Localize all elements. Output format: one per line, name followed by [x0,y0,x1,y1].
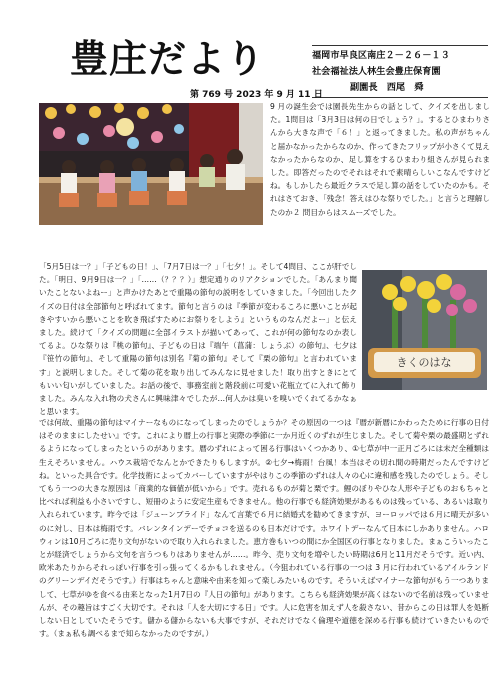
children-on-stage-photo [39,103,263,225]
paragraph-2: 「5月5日は一？」「子どもの日！」、「7月7日は一？」「七夕！」。そして4問目、ここが肝でした。「明日、9月9日は一？」「……（？？？）」想定通りのリアクションでした。「あんまり聞いたことないよねー」と声かけたあとで重陽の節句の説明をしていきました。「今回出したクイズの日付は全部節句と呼ばれてます。節句と言うのは『季節が変わるころに悪いことが起きやすいから悪いことを吹き飛ばすためにお祭りをしよう』というものなんだよー」と伝えました。続けて「クイズの問題に全部イラストが描いてあって、これが何の節句なのか表してるよ。ひな祭りは『桃の節句』、子どもの日は『端午（菖蒲：しょうぶ）の節句』、七夕は『笹竹の節句』、そして重陽の節句は別名『菊の節句』そして『栗の節句』と言われています」と説明しました。そして菊の花を取り出してみんなに見せました！取り出すときにとてもいい匂いがしていました。お話の後で、事務室前と階段前に可愛い花瓶立てに入れて飾りました。みんな入れ物の犬さんに興味津々でしたが…何人かは臭いを嗅いでくれてるかなぁと思います。 [39,262,357,417]
author: 副園長 西尾 舜 [350,82,424,93]
paragraph-1: 9 月の誕生会では園長先生からの話として、クイズを出しました。1問目は「3月3日は何の日でしょう？」。するとひまわりさんから大きな声で「６！」と返ってきました。私の声がちゃんと届かなかったからなのか、作ってきたフリップが小さくて見えなかったからなのか、足し算をするひまわり組さんが見られました。即答だったのでそれはそれで素晴らしいこなんですけどね。もしかしたら最近クラスで足し算の話をしていたのかも。それはさておき、「残念！答えはひな祭りでした。」と言うと理解したのか２ 問目からはスムーズでした。 [270,102,490,217]
newsletter-title: 豊庄だより [70,37,266,81]
divider [312,97,488,98]
issue-line: 第 769 号 2023 年 9 月 11 日 [190,90,323,100]
chrysanthemum-flowers-photo [362,270,487,390]
divider [312,45,488,46]
organization-name: 社会福祉法人林生会豊庄保育園 [312,66,441,77]
paragraph-3: では何故、重陽の節句はマイナーなものになってしまったのでしょうか？その原因の一つは『暦が新暦にかわったために行事の日付はそのままにしたせい』です。これにより暦上の行事と実際の季節に一か月近くのずれが生じました。そして菊や栗の最盛期とずれるようになってしまったというのがあります。暦のずれによって困る行事はいくつかあり、①七草が中一正月ごろには未だ全種類は生えそろいません。ハウス栽培でなんとかできたりもしますが。②七夕→梅雨！台風！本当はその切れ間の時期だったんですけどね。といった具合です。化学技術によってカバーしていますがやはりこの季節のずれは人々の心に違和感を残したのでしょう。そしてもう一つの大きな原因は「商業的な価値が低いから」です。売れるものが菊と栗です。鯉のぼりやひな人形や子どものおもちゃと比べれば利益も小さいですし、短冊のように安定生産もできません。他の行事でも経済効果があるものは残っている、あるいは取り入れられています。昨今では「ジューンブライド」なんて言葉で６月に結婚式を勧めてきますが、ヨーロッパでは６月に晴天が多いのに対し、日本は梅雨です。バレンタインデーでチョコを送るのも日本だけです。ホワイトデーなんて日本にしかありません。ハロウィンは10月ごろに売り文句がないので取り入れられました。恵方巻もいつの間にか全国区の行事となりました。まぁこういったことが経済でしょうから文句を言うつもりはありませんが……。昨今、売り文句を増やしたい時期は6月と11月だそうです。近い内、欧米あたりからそれっぽい行事を引っ張ってくるかもしれません。（今狙われている行事の一つは 3 月に行われているアイルランドのグリーンデイだそうです。）行事はちゃんと意味や由来を知って楽しみたいものです。そういえばマイナーな節句がもう一つありまして、七草がゆを食べる由来となった1月7日の『人日の節句』があります。こちらも経済効果が高くはないので名前は残っていませんが、その趣旨はすごく大切です。それは「人を大切にする日」です。人に危害を加えず人を殺さない、昔からこの日は罪人を処断しない日としていたそうです。儲かる儲からないも大事ですが、それだけでなく倫理や道徳を深める行事も続けていきたいものです。（まぁ私も調べるまで知らなかったのですが。） [39,418,489,639]
address: 福岡市早良区南庄２－２６－１３ [312,50,450,61]
flower-sign-text: きくのはな [396,356,452,369]
org-block [312,48,488,96]
